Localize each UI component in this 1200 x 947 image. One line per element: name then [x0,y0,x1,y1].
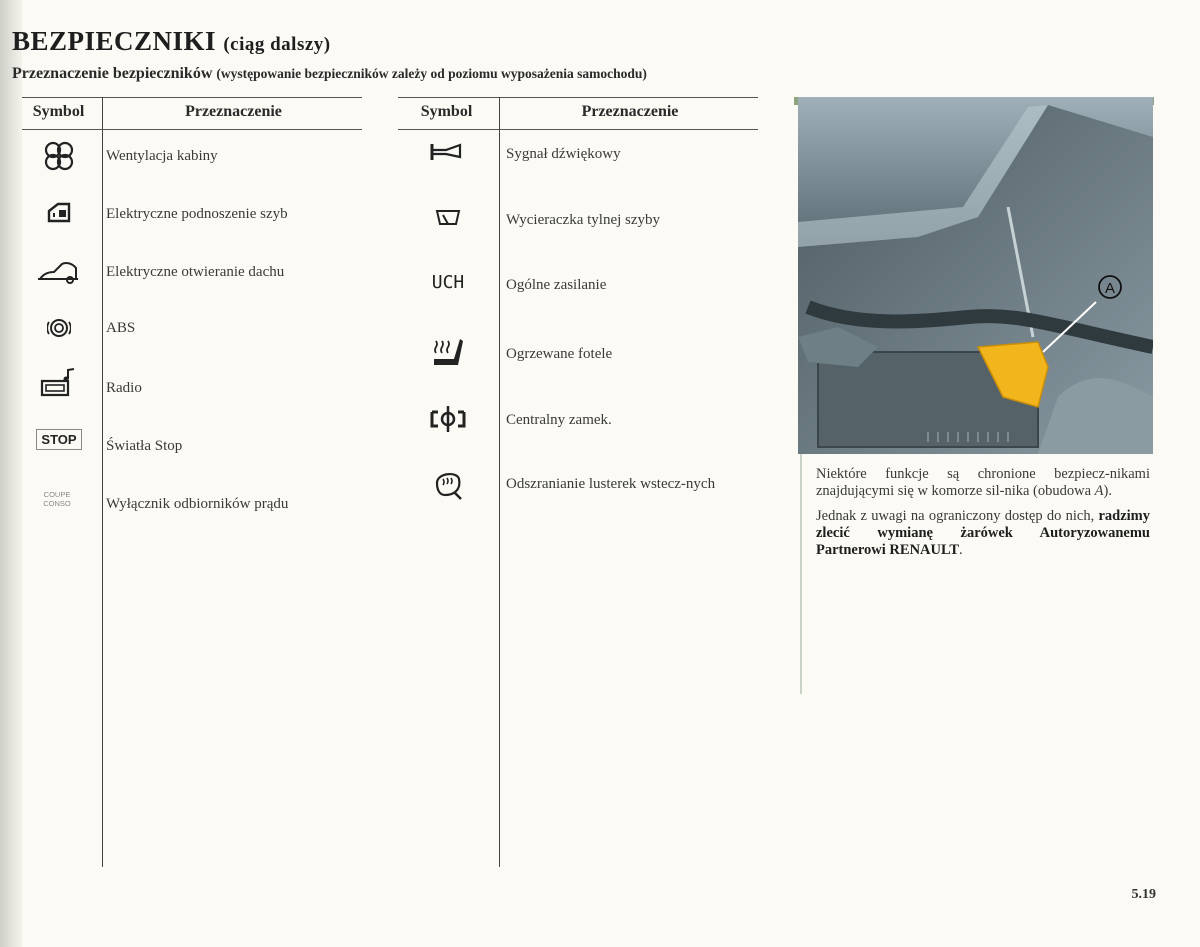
column-symbol-header: Symbol [32,103,85,120]
title-suffix: (ciąg dalszy) [223,34,331,55]
page-title [12,26,331,57]
row-label: Elektryczne podnoszenie szyb [106,206,288,222]
engine-bay-photo [798,97,1153,454]
general-supply-icon [408,272,488,293]
central-lock-icon [408,404,488,439]
row-label: ABS [106,320,136,336]
row-label: Ogrzewane fotele [506,346,613,362]
fuse-table-right [398,97,758,867]
row-label: Wycieraczka tylnej szyby [506,212,661,228]
column-purpose-header: Przeznaczenie [581,103,679,120]
row-label: Elektryczne otwieranie dachu [106,264,285,280]
page-number: 5.19 [1131,887,1156,902]
column-purpose-header: Przeznaczenie [185,103,282,120]
section-subtitle [12,65,647,83]
rear-wiper-icon [408,207,488,234]
power-window-icon [28,201,90,230]
cutoff-symbol-text-2: CONSO [43,499,71,508]
abs-icon [28,316,90,345]
radio-icon [26,367,90,406]
heated-seat-icon [408,335,488,376]
row-label: Wentylacja kabiny [106,148,218,164]
fan-icon [28,139,90,178]
row-label: Wyłącznik odbiorników prądu [106,496,289,512]
column-rule [800,454,802,694]
caption-paragraph-2: Jednak z uwagi na ograniczony dostęp do nich, radzimy zlecić wymianę żarówek Autoryzowanemu Partnerowi RENAULT. [816,508,1150,558]
caption-recommendation: radzimy zlecić wymianę żarówek Autoryzowanemu Partnerowi RENAULT [816,508,1150,558]
column-divider [499,97,500,867]
callout-label: A [1104,280,1116,297]
stop-symbol-text: STOP [36,429,81,450]
caption-paragraph-1: Niektóre funkcje są chronione bezpiecz-nikami znajdującymi się w komorze sil-nika (obudowa A). [816,466,1150,499]
row-label: Światła Stop [106,438,183,454]
row-label: Odszranianie lusterek wstecz-nych [506,476,716,492]
subtitle-note: (występowanie bezpieczników zależy od poziomu wyposażenia samochodu) [216,66,647,81]
title-main: BEZPIECZNIKI [12,26,217,56]
column-symbol-header: Symbol [420,103,473,120]
row-label: Ogólne zasilanie [506,277,607,293]
table-header [398,97,758,130]
table-header [22,97,362,130]
row-label: Centralny zamek. [506,412,612,428]
uch-symbol-text: UCH [431,272,465,293]
page-edge-shade [0,0,22,947]
fuse-table-left [22,97,362,867]
photo-caption [816,466,1150,567]
convertible-roof-icon [26,259,90,292]
column-divider [102,97,103,867]
caption-ref: A [1094,483,1104,499]
subtitle-main: Przeznaczenie bezpieczników [12,65,213,82]
row-label: Radio [106,380,142,396]
power-cutoff-icon [30,490,84,508]
stop-light-icon [32,429,86,450]
mirror-defrost-icon [408,467,488,506]
row-label: Sygnał dźwiękowy [506,146,621,162]
horn-icon [408,140,488,169]
cutoff-symbol-text-1: COUPE [43,490,71,499]
